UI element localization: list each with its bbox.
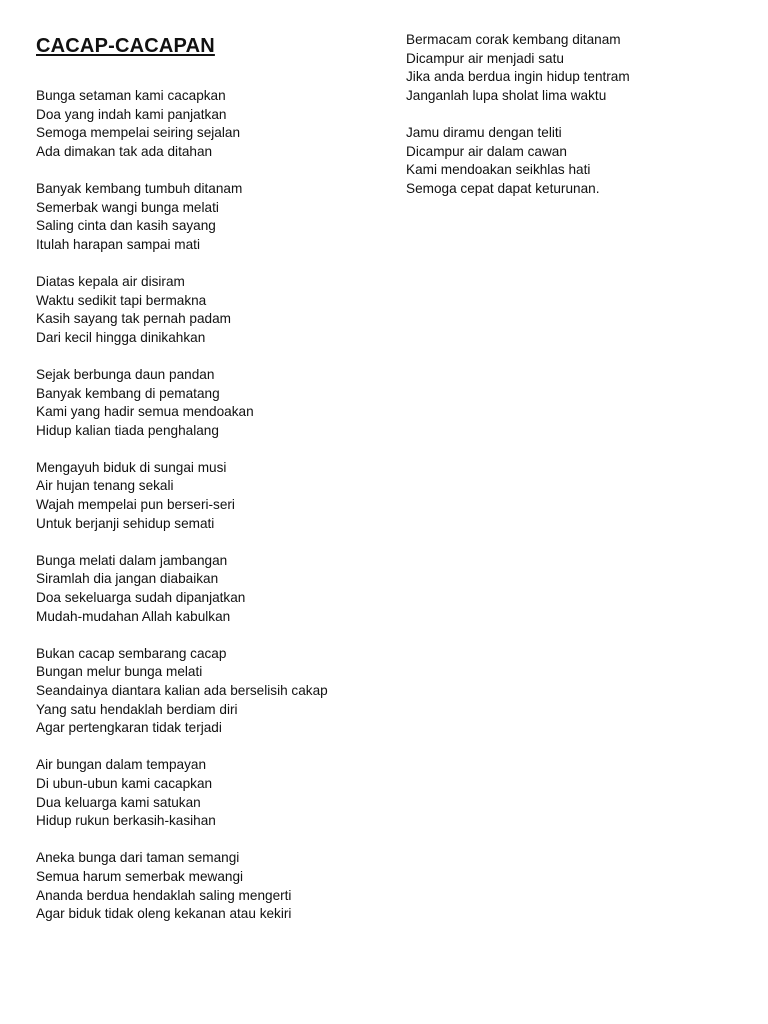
poem-line: Dicampur air dalam cawan [406, 143, 567, 159]
poem-line: Diatas kepala air disiram [36, 273, 185, 289]
poem-line: Bunga setaman kami cacapkan [36, 88, 226, 103]
poem-line: Dicampur air menjadi satu [406, 50, 564, 66]
stanza [36, 180, 396, 254]
stanza [36, 552, 396, 626]
poem-line: Bungan melur bunga melati [36, 664, 203, 680]
poem-line: Janganlah lupa sholat lima waktu [406, 87, 607, 103]
poem-line: Agar biduk tidak oleng kekanan atau kekiri [36, 906, 292, 922]
poem-line: Ananda berdua hendaklah saling mengerti [36, 887, 292, 903]
stanza [36, 756, 396, 830]
poem-line: Banyak kembang tumbuh ditanam [36, 180, 243, 196]
poem-line: Itulah harapan sampai mati [36, 236, 200, 252]
poem-line: Bermacam corak kembang ditanam [406, 32, 621, 47]
poem-line: Semerbak wangi bunga melati [36, 199, 219, 215]
poem-line: Air bungan dalam tempayan [36, 757, 207, 773]
poem-line: Semoga mempelai seiring sejalan [36, 125, 241, 141]
poem-line: Jamu diramu dengan teliti [406, 124, 562, 140]
poem-line: Mengayuh biduk di sungai musi [36, 459, 227, 475]
stanza [36, 87, 396, 161]
poem-line: Agar pertengkaran tidak terjadi [36, 720, 222, 736]
poem-line: Yang satu hendaklah berdiam diri [36, 701, 238, 717]
poem-line: Aneka bunga dari taman semangi [36, 850, 240, 866]
poem-line: Kami yang hadir semua mendoakan [36, 404, 254, 420]
poem-line: Mudah-mudahan Allah kabulkan [36, 608, 231, 624]
poem-line: Kasih sayang tak pernah padam [36, 311, 231, 327]
poem-line: Ada dimakan tak ada ditahan [36, 143, 213, 159]
poem-line: Hidup kalian tiada penghalang [36, 422, 219, 438]
stanza [36, 459, 396, 533]
poem-line: Di ubun-ubun kami cacapkan [36, 775, 213, 791]
poem-line: Kami mendoakan seikhlas hati [406, 162, 591, 178]
poem-line: Semua harum semerbak mewangi [36, 868, 244, 884]
poem-line: Wajah mempelai pun berseri-seri [36, 497, 235, 513]
right-column [406, 31, 746, 217]
poem-line: Waktu sedikit tapi bermakna [36, 292, 207, 308]
stanza [36, 849, 396, 923]
poem-line: Air hujan tenang sekali [36, 478, 174, 494]
poem-line: Untuk berjanji sehidup semati [36, 515, 215, 531]
poem-line: Semoga cepat dapat keturunan. [406, 180, 600, 196]
poem-line: Doa sekeluarga sudah dipanjatkan [36, 590, 246, 606]
document-title: CACAP-CACAPAN [36, 35, 215, 57]
poem-line: Dua keluarga kami satukan [36, 794, 201, 810]
poem-line: Jika anda berdua ingin hidup tentram [406, 69, 630, 85]
poem-line: Doa yang indah kami panjatkan [36, 106, 227, 122]
poem-line: Banyak kembang di pematang [36, 385, 220, 401]
stanza [406, 124, 746, 198]
poem-line: Seandainya diantara kalian ada berselisih cakap [36, 683, 328, 698]
poem-line: Bukan cacap sembarang cacap [36, 645, 227, 661]
poem-line: Bunga melati dalam jambangan [36, 552, 228, 568]
poem-line: Saling cinta dan kasih sayang [36, 218, 216, 234]
poem-line: Siramlah dia jangan diabaikan [36, 571, 219, 587]
left-column [36, 87, 396, 942]
poem-line: Dari kecil hingga dinikahkan [36, 329, 206, 345]
stanza [36, 645, 396, 738]
poem-line: Hidup rukun berkasih-kasihan [36, 813, 216, 829]
poem-line: Sejak berbunga daun pandan [36, 366, 215, 382]
stanza [36, 366, 396, 440]
stanza [406, 31, 746, 105]
stanza [36, 273, 396, 347]
